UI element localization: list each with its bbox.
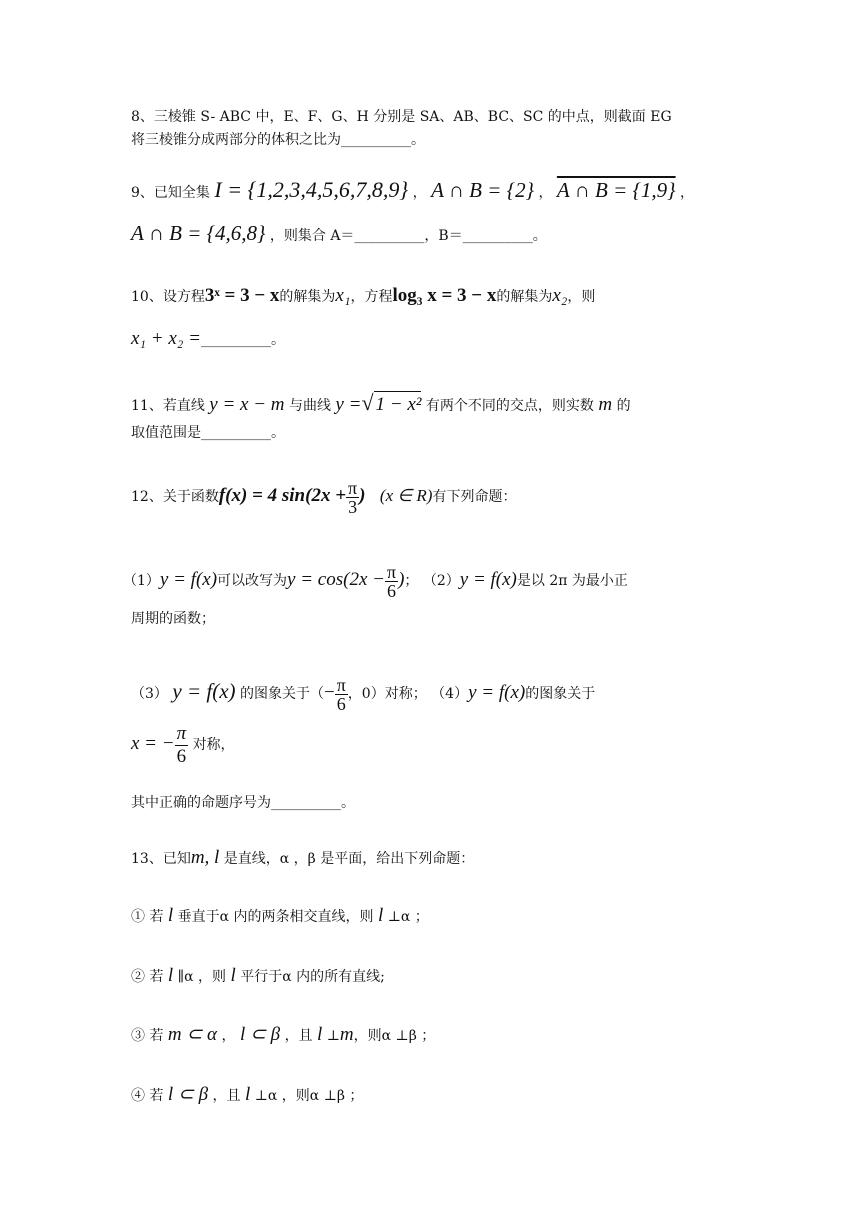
q12-p2-f: y = f(x)	[459, 569, 517, 590]
q11-mid1: 与曲线	[288, 398, 331, 414]
q13-i2-l: l	[167, 965, 174, 986]
q10-eq2: log₃ x = 3 − x	[392, 285, 497, 306]
q13-i2-c: 平行于α 内的所有直线;	[240, 969, 385, 985]
q12-func-close: )	[359, 485, 366, 506]
q12-p3-label: （3）	[131, 686, 168, 702]
q11-curve-rad: 1 − x²	[374, 391, 422, 418]
q13-text: 是直线，α ，β 是平面，给出下列命题：	[223, 851, 475, 867]
q12-p3-den: 6	[336, 693, 346, 714]
q9-expr1: A ∩ B = {2}	[431, 178, 534, 202]
q10-x1: x₁	[335, 285, 351, 306]
q12-p3-text: 的图象关于（	[239, 686, 324, 702]
q13-i3-e: ，则α ⊥β ；	[353, 1028, 436, 1044]
q12-p1-frac	[385, 563, 398, 600]
q8-line1: 8、三棱锥 S- ABC 中，E、F、G、H 分别是 SA、AB、BC、SC 的中点，则截面 EG	[131, 109, 672, 125]
q12-p3-num: π	[336, 674, 346, 695]
q9-sep2: ，	[538, 185, 553, 201]
q9-expr3: A ∩ B = {4,6,8}	[131, 221, 266, 245]
q9-line2	[131, 219, 547, 250]
q13-i2-b: ∥α ，则	[177, 969, 227, 985]
q13-i4-l2: l	[244, 1084, 251, 1105]
q12-p4-lhs: x = −	[131, 733, 175, 754]
q11-sqrt-sign: √	[361, 390, 374, 415]
q9-line1	[131, 176, 694, 207]
q10-mid4: ，则	[567, 289, 596, 305]
q9-prefix: 9、已知全集	[131, 185, 210, 201]
q13-i1-b: 垂直于α 内的两条相交直线，则	[177, 909, 374, 925]
q9-tail: ，则集合 A＝__________，B＝__________。	[269, 228, 547, 244]
q13-i2-l2: l	[230, 965, 236, 986]
q13-item1	[131, 904, 429, 929]
q13-i1-l: l	[167, 905, 174, 926]
q12-domain: (x ∈ R)	[379, 486, 433, 505]
q12-p1-mid: 可以改写为	[217, 573, 288, 589]
q13-i3-m1: m ⊂ α	[167, 1024, 218, 1045]
q9-sep1: ，	[412, 185, 427, 201]
q13-i3-a: ③ 若	[131, 1028, 164, 1044]
q12-prefix: 12、关于函数	[131, 489, 219, 505]
q9-expr2: A ∩ B = {1,9}	[556, 178, 676, 202]
q12-p4-text: 的图象关于	[525, 686, 596, 702]
q9-sep3: ，	[680, 185, 695, 201]
q11-line-eq: y = x − m	[209, 394, 285, 415]
q13-i3-l1: l ⊂ β	[239, 1024, 281, 1045]
q10-eq1: 3ˣ = 3 − x	[204, 285, 280, 306]
q12-p4-tail: 对称，	[192, 737, 235, 753]
q12-func-frac	[346, 479, 359, 516]
q13-i3-d: ⊥	[326, 1028, 340, 1044]
q10-sum: x₁ + x₂ =	[131, 328, 201, 349]
q12-p3-frac	[335, 676, 348, 713]
q13-i4-b: ，且	[212, 1088, 241, 1104]
q13-line1	[131, 846, 474, 871]
q12-answer: 其中正确的命题序号为__________。	[131, 795, 355, 811]
q11-curve-lhs: y =	[335, 394, 362, 415]
q12-func: f(x) = 4 sin(2x +	[218, 485, 347, 506]
q13-i1-l2: l	[378, 905, 384, 926]
q10-prefix: 10、设方程	[131, 289, 205, 305]
q12-func-den: 3	[348, 496, 358, 517]
q10-tail: __________。	[200, 332, 285, 348]
q12-p2-line2: 周期的函数；	[131, 611, 215, 627]
q12-p3-f: y = f(x)	[172, 679, 236, 703]
q13-i4-c: ⊥α ，则α ⊥β ；	[254, 1088, 364, 1104]
q13-i4-a: ④ 若	[131, 1088, 164, 1104]
q12-p4-f: y = f(x)	[468, 682, 526, 703]
q13-i3-l2: l	[317, 1024, 323, 1045]
q12-func-num: π	[348, 477, 358, 498]
q10-mid2: ，方程	[350, 289, 393, 305]
q13-i3-c: ，且	[284, 1028, 313, 1044]
q13-i3-m2: m	[339, 1024, 354, 1045]
q11-mid2: 有两个不同的交点，则实数	[425, 398, 594, 414]
q10-line2	[131, 327, 285, 352]
q10-x2: x₂	[552, 285, 568, 306]
q12-p3-tail: ，0）对称；	[347, 686, 427, 702]
q12-p4-num: π	[176, 722, 187, 744]
q11-line1	[131, 390, 631, 419]
q12-p4-label: （4）	[431, 686, 469, 702]
q12-p4-line2	[131, 722, 235, 768]
q11-mid3: 的	[616, 398, 631, 414]
q10-line1	[131, 284, 595, 309]
q12-p3-sign: −	[323, 682, 335, 703]
q10-mid1: 的解集为	[279, 289, 336, 305]
q13-vars: m, l	[190, 847, 220, 868]
q12-p1-cos: y = cos(2x −	[287, 569, 385, 590]
q13-prefix: 13、已知	[131, 851, 191, 867]
q13-i3-b: ，	[221, 1028, 236, 1044]
q11-line2: 取值范围是__________。	[131, 425, 285, 441]
q13-i1-a: ① 若	[131, 909, 164, 925]
q13-item4	[131, 1082, 363, 1109]
q13-i2-a: ② 若	[131, 969, 164, 985]
q13-item2	[131, 964, 385, 989]
q12-suffix: 有下列命题：	[432, 489, 517, 505]
q12-p1-num: π	[386, 561, 397, 582]
q12-p4-frac	[175, 723, 189, 768]
q12-p1-label: （1）	[123, 573, 160, 589]
q13-i4-l1: l ⊂ β	[167, 1084, 209, 1105]
q12-p1-den: 6	[387, 580, 397, 601]
q9-set-I: I = {1,2,3,4,5,6,7,8,9}	[214, 177, 409, 202]
q11-var-m: m	[598, 394, 613, 415]
q12-props-line2	[131, 671, 595, 714]
q12-p4-den: 6	[176, 745, 187, 767]
q12-props-line1	[123, 560, 628, 601]
q12-p2-text: 是以 2π 为最小正	[516, 573, 628, 589]
q13-item3	[131, 1022, 435, 1049]
q8-line2: 将三棱锥分成两部分的体积之比为__________。	[131, 132, 425, 148]
q12-p1-close: )	[398, 569, 405, 590]
q12-p2-label: （2）	[422, 573, 460, 589]
q10-mid3: 的解集为	[496, 289, 553, 305]
q12-line1	[131, 476, 516, 517]
q11-prefix: 11、若直线	[131, 398, 205, 414]
q13-i1-c: ⊥α ；	[387, 909, 429, 925]
q12-p1-sep: ；	[404, 573, 419, 589]
q12-p1-f: y = f(x)	[159, 569, 218, 590]
